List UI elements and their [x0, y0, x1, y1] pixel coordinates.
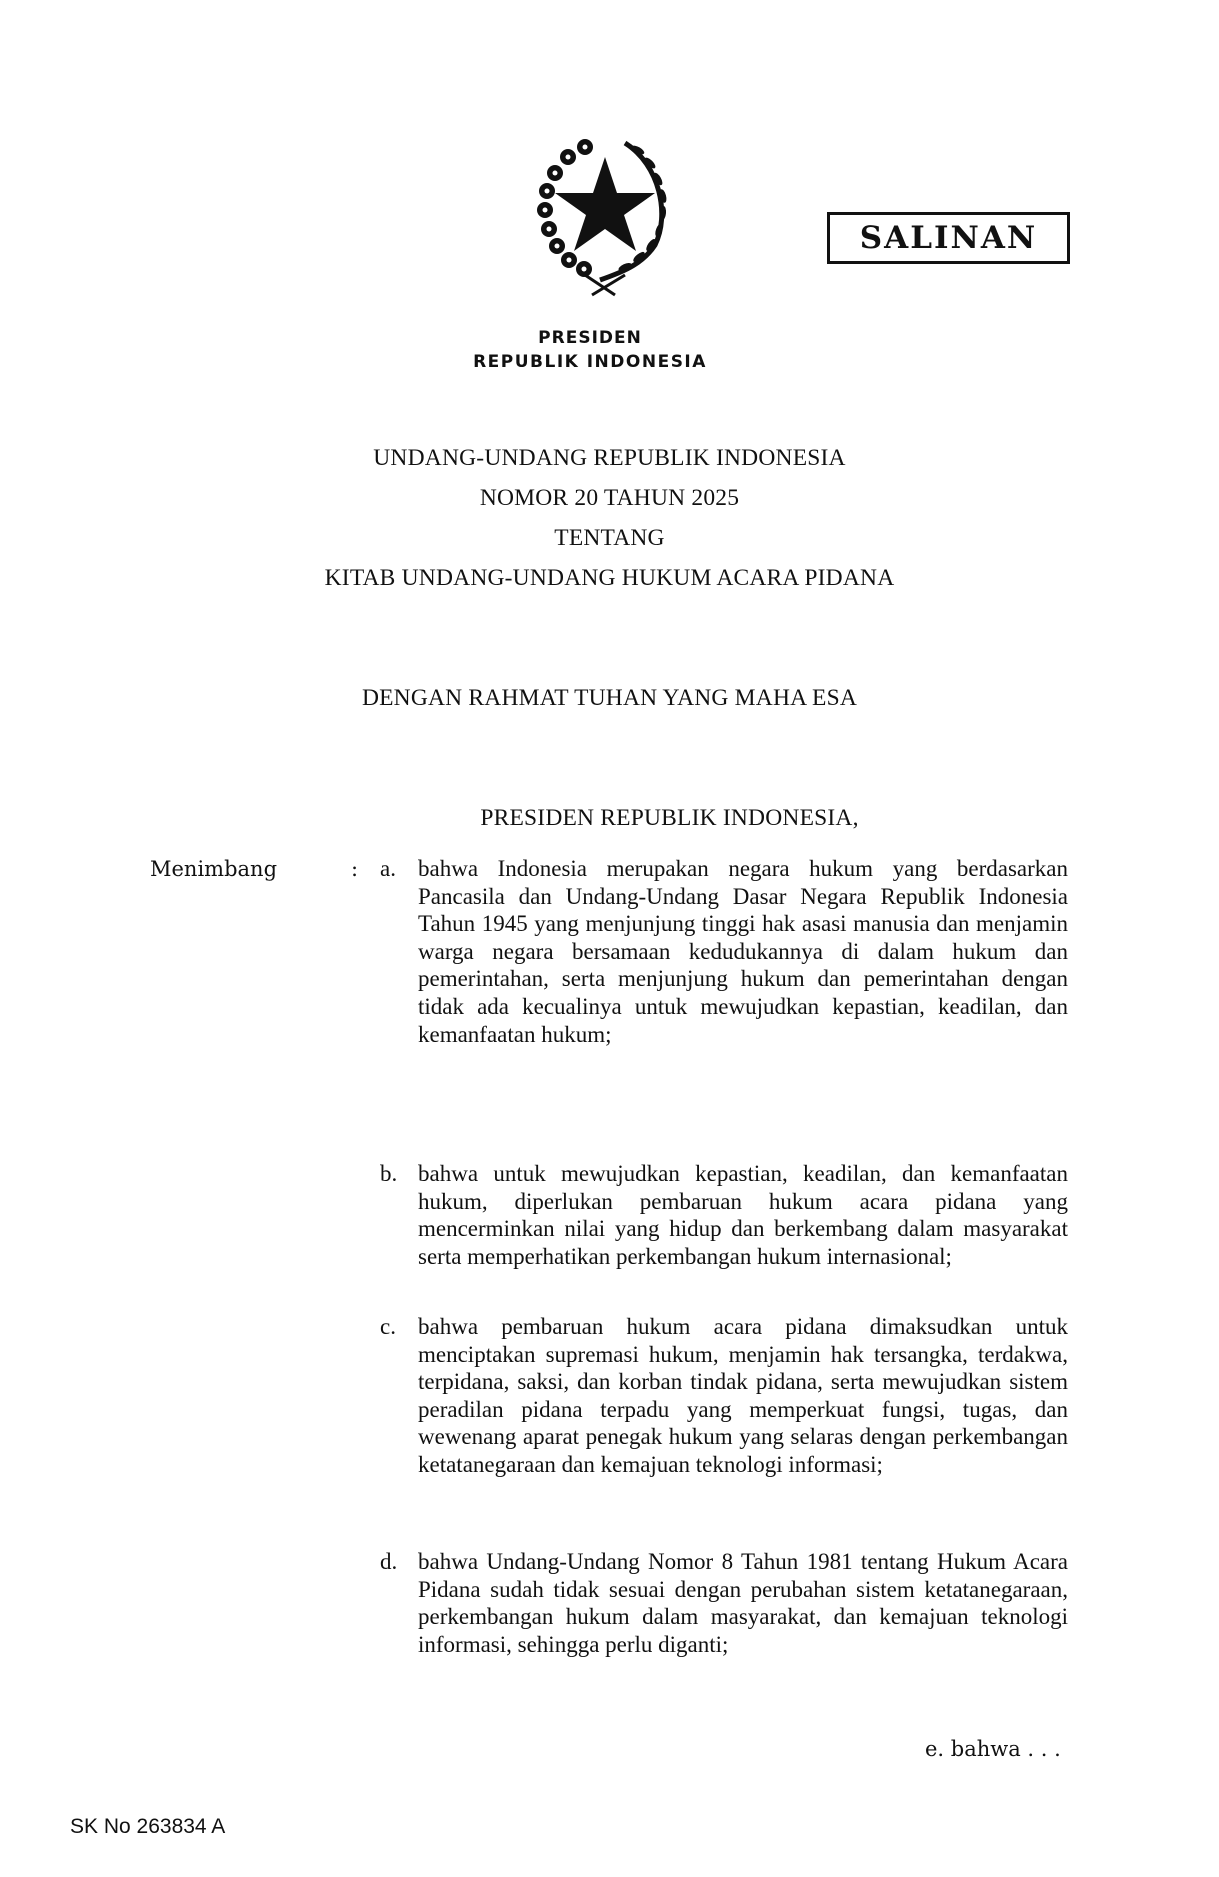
law-type-title: UNDANG-UNDANG REPUBLIK INDONESIA [373, 445, 846, 471]
item-text: bahwa Indonesia merupakan negara hukum yang berdasarkan Pancasila dan Undang-Undang Dasar Negara Republik Indonesia Tahun 1945 yang menjunjung tinggi hak asasi manusia dan menjamin warga negara bersamaan kedudukannya di dalam hukum dan pemerintahan, serta menjunjung hukum dan pemerintahan dengan tidak ada kecualinya untuk mewujudkan kepastian, keadilan, dan kemanfaatan hukum; [418, 856, 1068, 1047]
item-text: bahwa untuk mewujudkan kepastian, keadilan, dan kemanfaatan hukum, diperlukan pembaruan hukum acara pidana yang mencerminkan nilai yang hidup dan berkembang dalam masyarakat serta memperhatikan perkembangan hukum internasional; [418, 1161, 1068, 1269]
item-letter: a. [380, 856, 396, 881]
consideration-item-c [380, 1313, 1068, 1479]
law-subject: KITAB UNDANG-UNDANG HUKUM ACARA PIDANA [324, 565, 895, 591]
about-label: TENTANG [554, 525, 665, 551]
item-letter: c. [380, 1314, 396, 1339]
emblem-caption-president: PRESIDEN [538, 328, 642, 348]
consideration-item-d [380, 1548, 1068, 1658]
page-continuation: e. bahwa . . . [925, 1737, 1061, 1761]
menimbang-colon: : [351, 857, 359, 881]
salinan-stamp: SALINAN [827, 212, 1070, 264]
law-number: NOMOR 20 TAHUN 2025 [479, 485, 740, 511]
item-text: bahwa Undang-Undang Nomor 8 Tahun 1981 tentang Hukum Acara Pidana sudah tidak sesuai dengan perubahan sistem ketatanegaraan, perkembangan hukum dalam masyarakat, dan kemajuan teknologi informasi, sehingga perlu diganti; [418, 1549, 1068, 1657]
serial-number: SK No 263834 A [70, 1815, 226, 1838]
emblem-caption-republic: REPUBLIK INDONESIA [473, 352, 707, 372]
menimbang-label: Menimbang [150, 857, 278, 881]
president-heading: PRESIDEN REPUBLIK INDONESIA, [480, 805, 859, 831]
item-letter: b. [380, 1161, 398, 1186]
invocation: DENGAN RAHMAT TUHAN YANG MAHA ESA [361, 685, 858, 711]
item-letter: d. [380, 1549, 398, 1574]
consideration-item-a [380, 855, 1068, 1048]
presidential-emblem-icon [530, 135, 680, 300]
consideration-item-b [380, 1160, 1068, 1270]
item-text: bahwa pembaruan hukum acara pidana dimaksudkan untuk menciptakan supremasi hukum, menjamin hak tersangka, terdakwa, terpidana, saksi, dan korban tindak pidana, serta mewujudkan sistem peradilan pidana terpadu yang memperkuat fungsi, tugas, dan wewenang aparat penegak hukum yang selaras dengan perkembangan ketatanegaraan dan kemajuan teknologi informasi; [418, 1314, 1068, 1477]
